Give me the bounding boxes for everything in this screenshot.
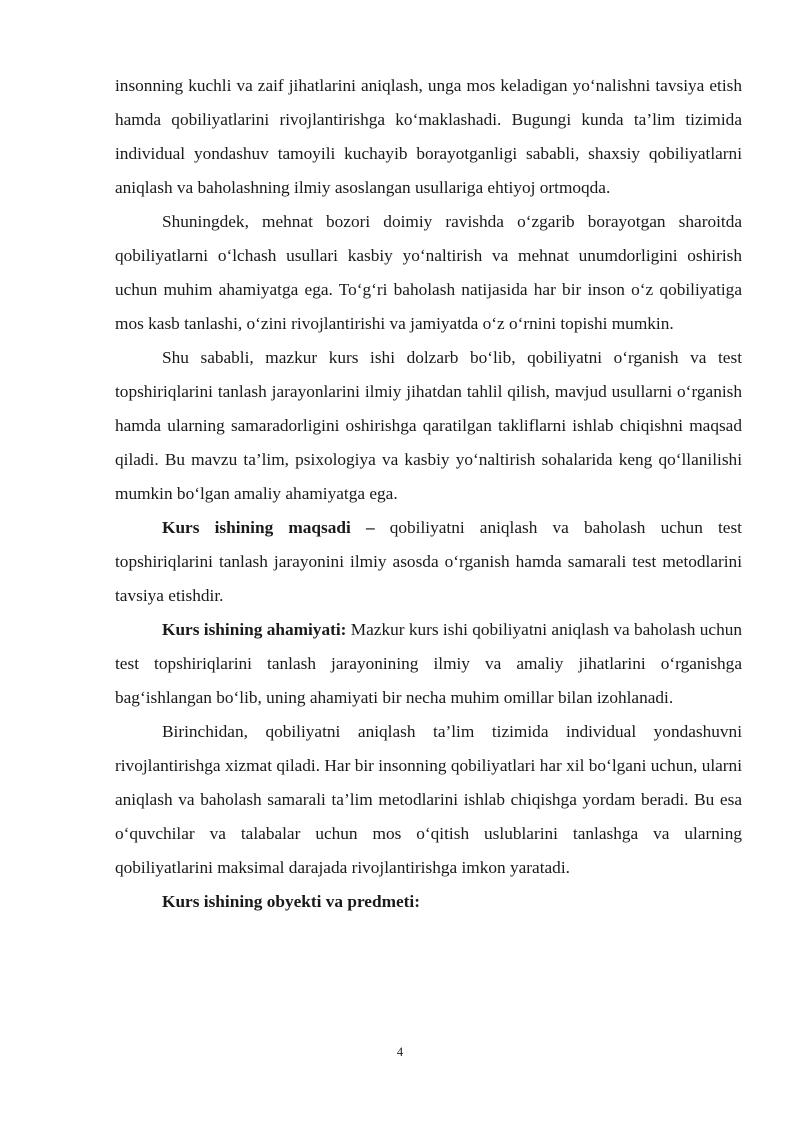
paragraph-object-subject [115, 885, 742, 919]
document-page [115, 69, 742, 919]
aim-heading: Kurs ishining maqsadi – [162, 518, 375, 537]
page-number: 4 [396, 1045, 404, 1059]
paragraph-2: Shuningdek, mehnat bozori doimiy ravishda o‘zgarib borayotgan sharoitda qobiliyatlarni o‘lchash usullari kasbiy yo‘naltirish va mehnat unumdorligini oshirish uchun muhim ahamiyatga ega. To‘g‘ri baholash natijasida har bir inson o‘z qobiliyatiga mos kasb tanlashi, o‘zini rivojlantirishi va jamiyatda o‘z o‘rnini topishi mumkin. [115, 212, 742, 333]
paragraph-3: Shu sababli, mazkur kurs ishi dolzarb bo‘lib, qobiliyatni o‘rganish va test topshiriqlarini tanlash jarayonlarini ilmiy jihatdan tahlil qilish, mavjud usullarni o‘rganish hamda ularning samaradorligini oshirishga qaratilgan takliflarni ishlab chiqishni maqsad qiladi. Bu mavzu ta’lim, psixologiya va kasbiy yo‘naltirish sohalarida keng qo‘llanilishi mumkin bo‘lgan amaliy ahamiyatga ega. [115, 348, 742, 503]
paragraph-1: insonning kuchli va zaif jihatlarini aniqlash, unga mos keladigan yo‘nalishni tavsiya etish hamda qobiliyatlarini rivojlantirishga ko‘maklashadi. Bugungi kunda ta’lim tizimida individual yondashuv tamoyili kuchayib borayotganligi sababli, shaxsiy qobiliyatlarni aniqlash va baholashning ilmiy asoslangan usullariga ehtiyoj ortmoqda. [115, 76, 742, 197]
paragraph-aim [115, 511, 742, 613]
paragraph-firstly: Birinchidan, qobiliyatni aniqlash ta’lim tizimida individual yondashuvni rivojlantirishga xizmat qiladi. Har bir insonning qobiliyatlari har xil bo‘lgani uchun, ularni aniqlash va baholash samarali ta’lim metodlarini ishlab chiqishga yordam beradi. Bu esa o‘quvchilar va talabalar uchun mos o‘qitish uslublarini tanlashga va ularning qobiliyatlarini maksimal darajada rivojlantirishga imkon yaratadi. [115, 722, 742, 877]
aim-text: qobiliyatni aniqlash va baholash uchun test topshiriqlarini tanlash jarayonini ilmiy asosda o‘rganish hamda samarali test metodlarini tavsiya etishdir. [115, 518, 742, 605]
importance-text: Mazkur kurs ishi qobiliyatni aniqlash va baholash uchun test topshiriqlarini tanlash jarayonining ilmiy va amaliy jihatlarini o‘rganishga bag‘ishlangan bo‘lib, uning ahamiyati bir necha muhim omillar bilan izohlanadi. [115, 620, 742, 707]
object-subject-heading: Kurs ishining obyekti va predmeti: [162, 892, 420, 911]
paragraph-importance [115, 613, 742, 715]
importance-heading: Kurs ishining ahamiyati: [162, 620, 347, 639]
